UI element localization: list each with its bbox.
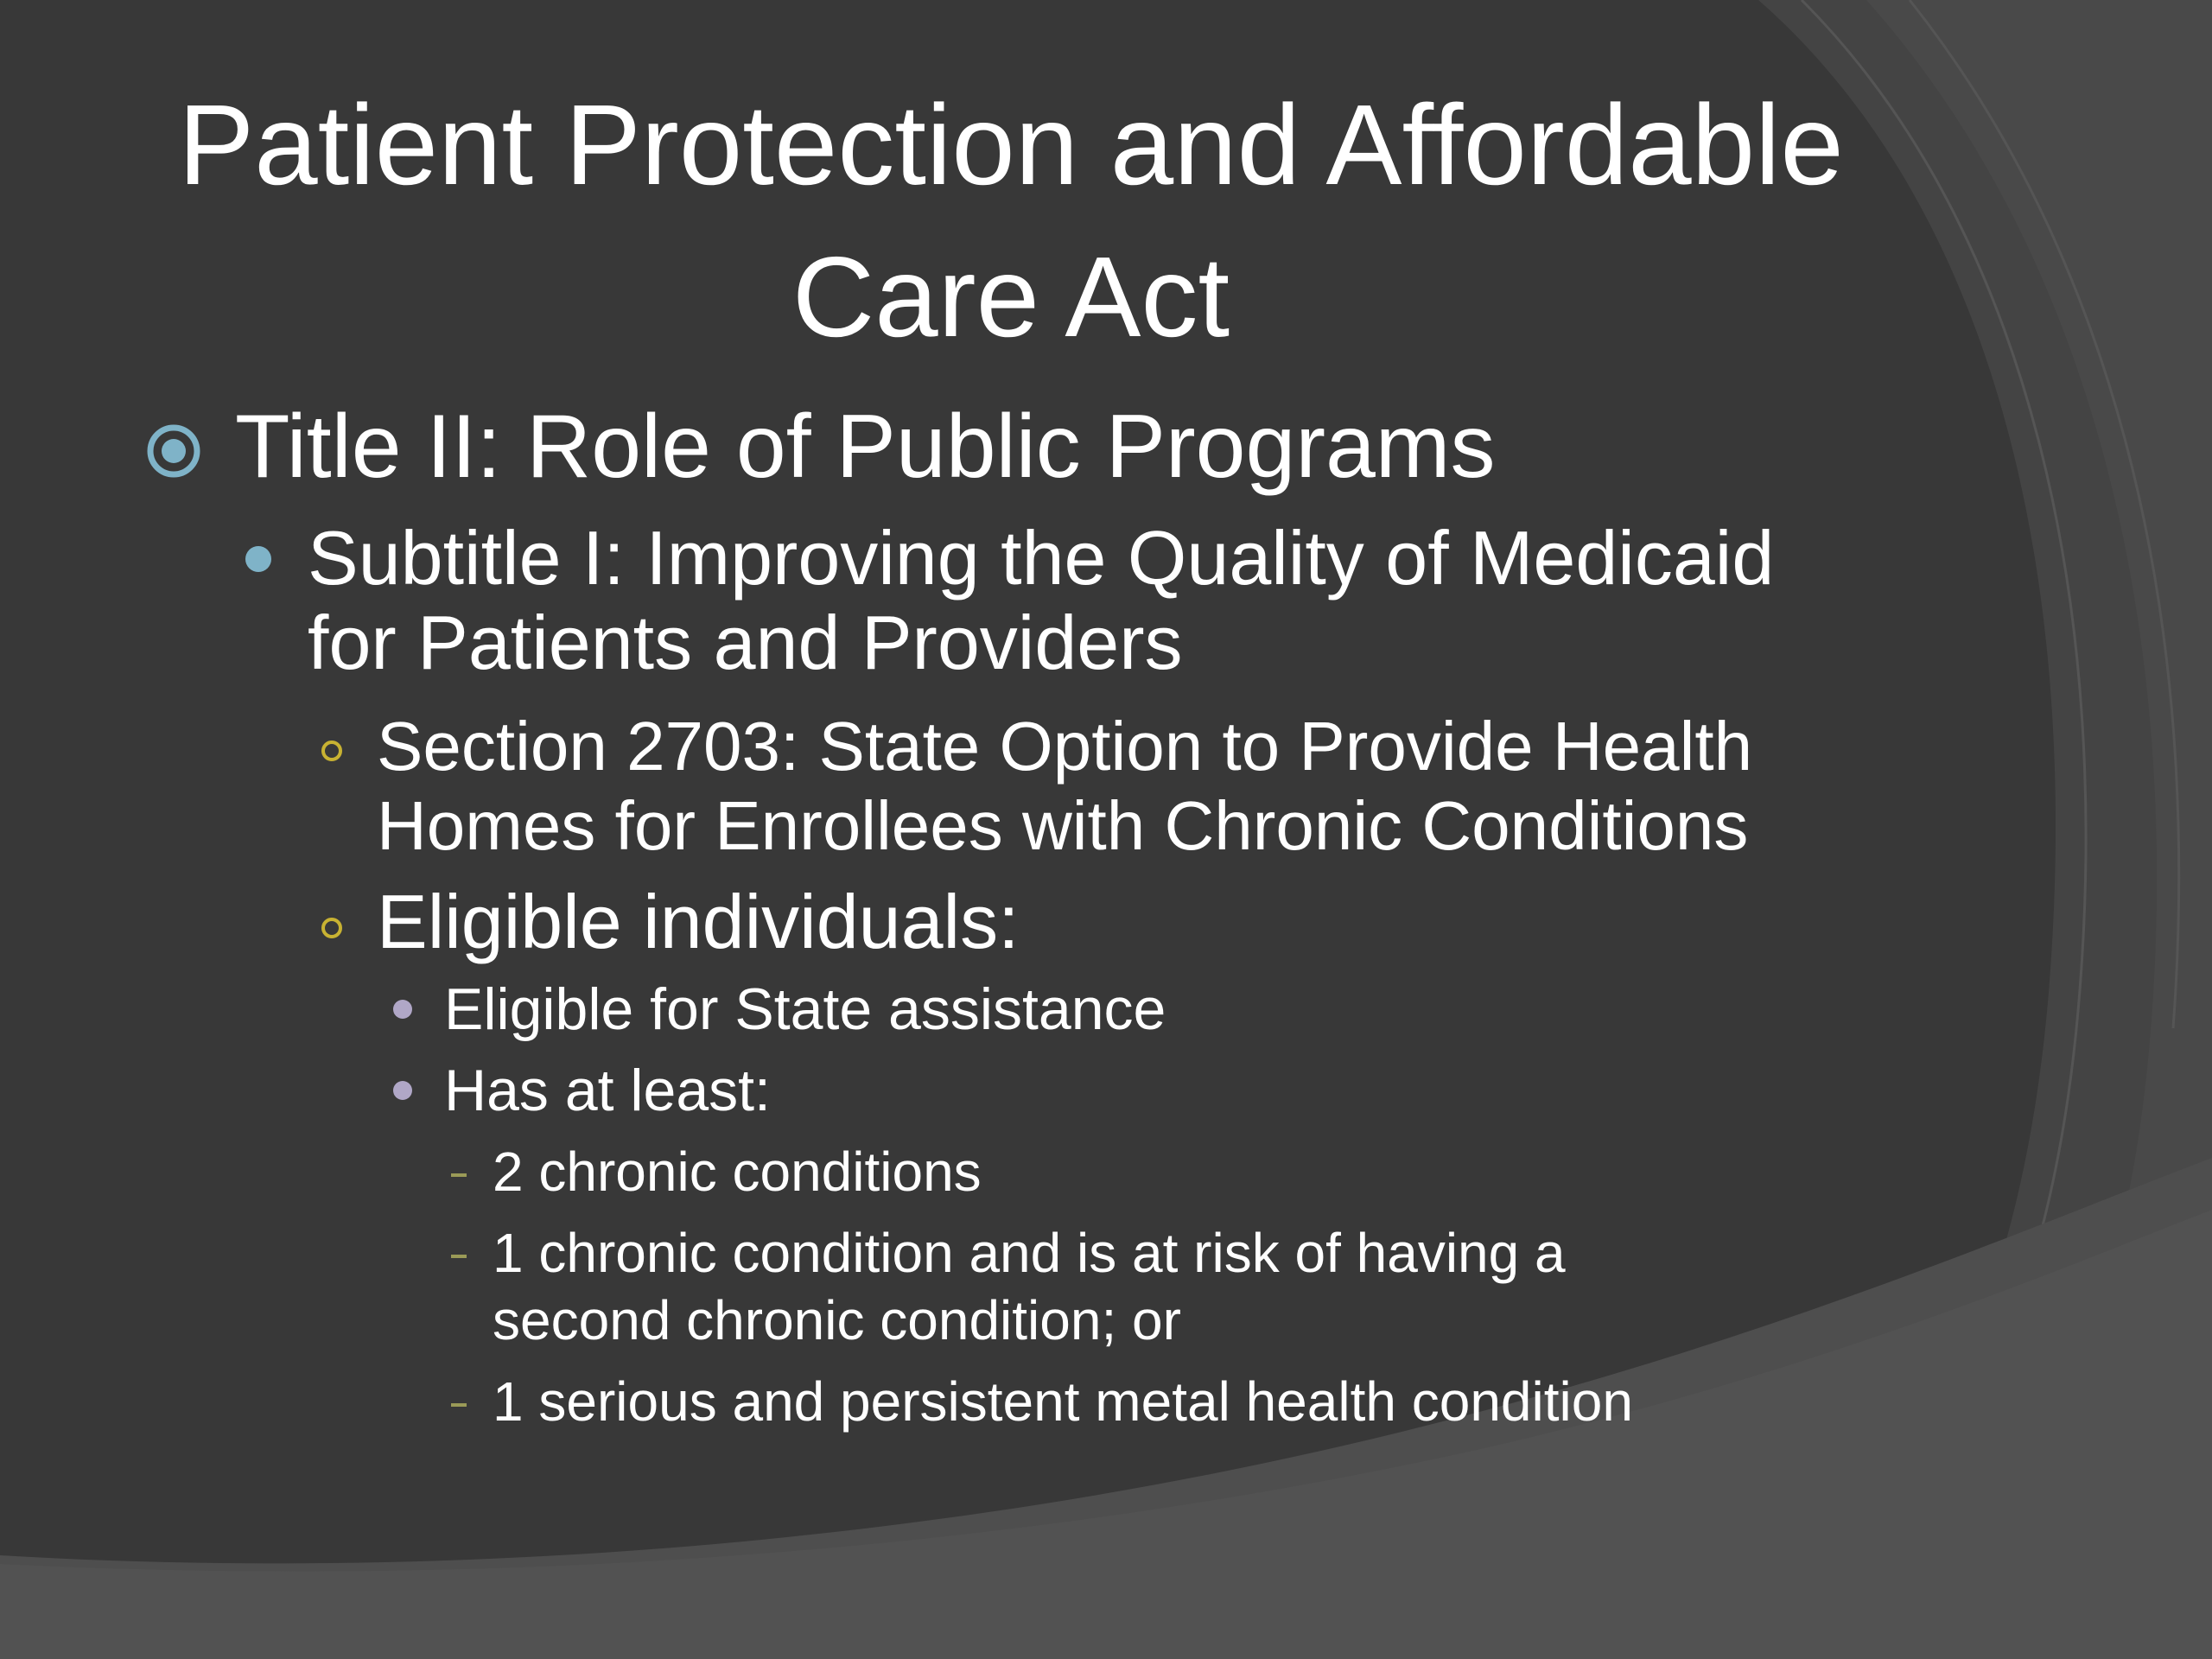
list-item-subtitle-i (308, 516, 1774, 685)
risk-line-2: second chronic condition; or (493, 1289, 1181, 1351)
dash-bullet-icon (451, 1173, 467, 1177)
bullet-dot-icon (393, 1000, 412, 1019)
list-item-two-chronic: 2 chronic conditions (493, 1141, 982, 1203)
section-line-1: Section 2703: State Option to Provide Health (377, 708, 1753, 785)
dash-bullet-icon (451, 1255, 467, 1258)
bullet-dot-icon (393, 1081, 412, 1100)
list-item-state-assistance: Eligible for State assistance (444, 976, 1166, 1042)
ring-bullet-icon (321, 918, 342, 938)
target-bullet-icon (145, 423, 202, 480)
list-item-section-2703 (377, 707, 1752, 866)
list-item-mental-health: 1 serious and persistent metal health condition (493, 1370, 1633, 1433)
title-line-2: Care Act (791, 233, 1230, 360)
risk-line-1: 1 chronic condition and is at risk of having a (493, 1222, 1566, 1284)
section-line-2: Homes for Enrollees with Chronic Conditions (377, 787, 1749, 864)
list-item-one-chronic-risk (493, 1219, 1566, 1354)
dash-bullet-icon (451, 1403, 467, 1407)
subtitle-line-2: for Patients and Providers (308, 600, 1183, 685)
title-line-1: Patient Protection and Affordable (178, 81, 1844, 208)
list-item-eligible-individuals: Eligible individuals: (377, 879, 1020, 964)
list-item-has-at-least: Has at least: (444, 1058, 771, 1123)
ring-bullet-icon (321, 741, 342, 761)
bullet-dot-icon (245, 546, 271, 572)
subtitle-line-1: Subtitle I: Improving the Quality of Medicaid (308, 515, 1775, 601)
list-item-title-ii: Title II: Role of Public Programs (235, 397, 1496, 497)
